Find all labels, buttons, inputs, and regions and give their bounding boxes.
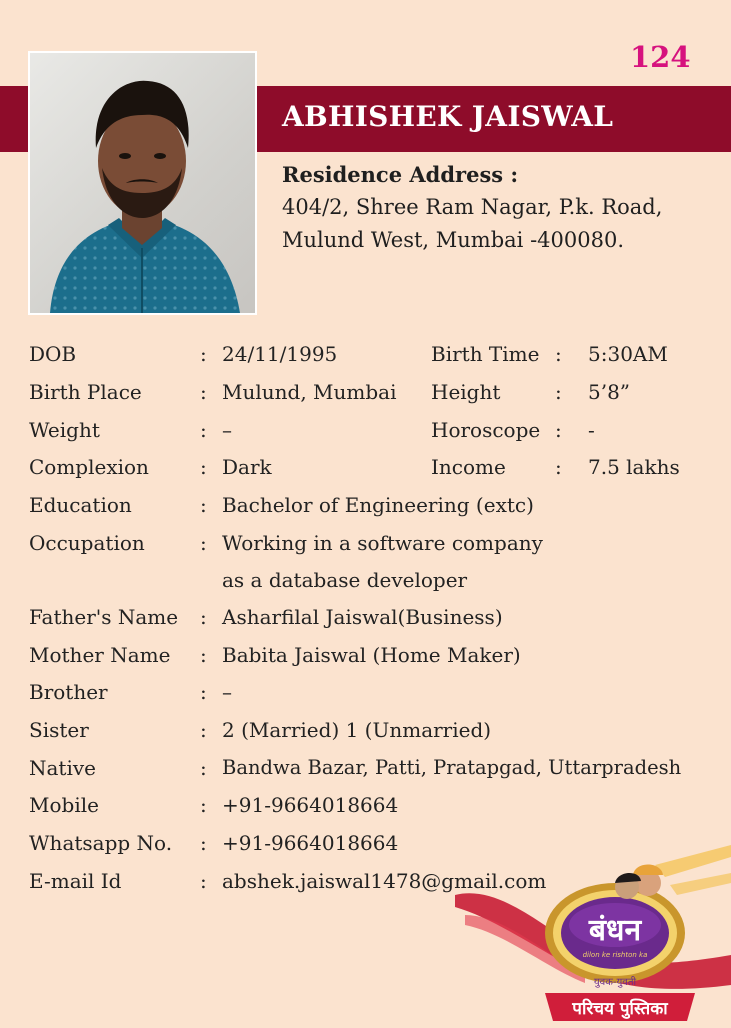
weight-separator: : — [200, 418, 207, 442]
birth-place-value: Mulund, Mumbai — [222, 380, 397, 404]
mobile-label: Mobile — [29, 793, 99, 817]
logo-tagline: dilon ke rishton ka — [582, 951, 648, 959]
mother-name-value: Babita Jaiswal (Home Maker) — [222, 643, 521, 667]
education-value: Bachelor of Engineering (extc) — [222, 493, 534, 517]
complexion-separator: : — [200, 455, 207, 479]
page-number: 124 — [630, 40, 691, 74]
mobile-separator: : — [200, 793, 207, 817]
brother-separator: : — [200, 680, 207, 704]
father-name-label: Father's Name — [29, 605, 179, 629]
income-label: Income — [431, 455, 506, 479]
mobile-value: +91-9664018664 — [222, 793, 399, 817]
occupation-separator: : — [200, 531, 207, 555]
email-label: E-mail Id — [29, 869, 122, 893]
education-label: Education — [29, 493, 132, 517]
height-value: 5’8” — [588, 380, 631, 404]
email-separator: : — [200, 869, 207, 893]
income-separator: : — [555, 455, 562, 479]
birth-time-value: 5:30AM — [588, 342, 668, 366]
whatsapp-label: Whatsapp No. — [29, 831, 173, 855]
horoscope-separator: : — [555, 418, 562, 442]
profile-photo — [28, 51, 257, 315]
horoscope-value: - — [588, 418, 595, 442]
brother-label: Brother — [29, 680, 108, 704]
address-line-1: 404/2, Shree Ram Nagar, P.k. Road, — [282, 195, 663, 219]
father-name-separator: : — [200, 605, 207, 629]
weight-value: – — [222, 418, 232, 442]
birth-time-separator: : — [555, 342, 562, 366]
occupation-value: Working in a software company — [222, 531, 543, 555]
birth-place-label: Birth Place — [29, 380, 142, 404]
native-value: Bandwa Bazar, Patti, Pratapgad, Uttarpradesh — [222, 756, 682, 779]
height-label: Height — [431, 380, 501, 404]
father-name-value: Asharfilal Jaiswal(Business) — [222, 605, 503, 629]
sister-separator: : — [200, 718, 207, 742]
height-separator: : — [555, 380, 562, 404]
whatsapp-separator: : — [200, 831, 207, 855]
logo-title: बंधन — [588, 913, 642, 948]
email-value: abshek.jaiswal1478@gmail.com — [222, 869, 547, 893]
address-label: Residence Address : — [282, 162, 519, 187]
education-separator: : — [200, 493, 207, 517]
income-value: 7.5 lakhs — [588, 455, 680, 479]
native-separator: : — [200, 756, 207, 780]
occupation-value-line-2: as a database developer — [222, 568, 468, 592]
horoscope-label: Horoscope — [431, 418, 541, 442]
bandhan-logo — [455, 845, 731, 1024]
sister-label: Sister — [29, 718, 89, 742]
person-portrait-icon — [30, 53, 255, 313]
logo-banner: परिचय पुस्तिका — [572, 999, 668, 1019]
profile-photo-image — [30, 53, 255, 313]
birth-time-label: Birth Time — [431, 342, 540, 366]
occupation-label: Occupation — [29, 531, 145, 555]
native-label: Native — [29, 756, 96, 780]
complexion-label: Complexion — [29, 455, 149, 479]
weight-label: Weight — [29, 418, 100, 442]
address-line-2: Mulund West, Mumbai -400080. — [282, 228, 625, 252]
whatsapp-value: +91-9664018664 — [222, 831, 399, 855]
dob-separator: : — [200, 342, 207, 366]
logo-subtitle: युवक-युवती — [593, 977, 637, 988]
brother-value: – — [222, 680, 232, 704]
complexion-value: Dark — [222, 455, 272, 479]
birth-place-separator: : — [200, 380, 207, 404]
candidate-name: ABHISHEK JAISWAL — [282, 100, 614, 133]
dob-label: DOB — [29, 342, 77, 366]
sister-value: 2 (Married) 1 (Unmarried) — [222, 718, 492, 742]
dob-value: 24/11/1995 — [222, 342, 338, 366]
mother-name-separator: : — [200, 643, 207, 667]
bandhan-logo-art — [455, 845, 731, 1024]
mother-name-label: Mother Name — [29, 643, 171, 667]
